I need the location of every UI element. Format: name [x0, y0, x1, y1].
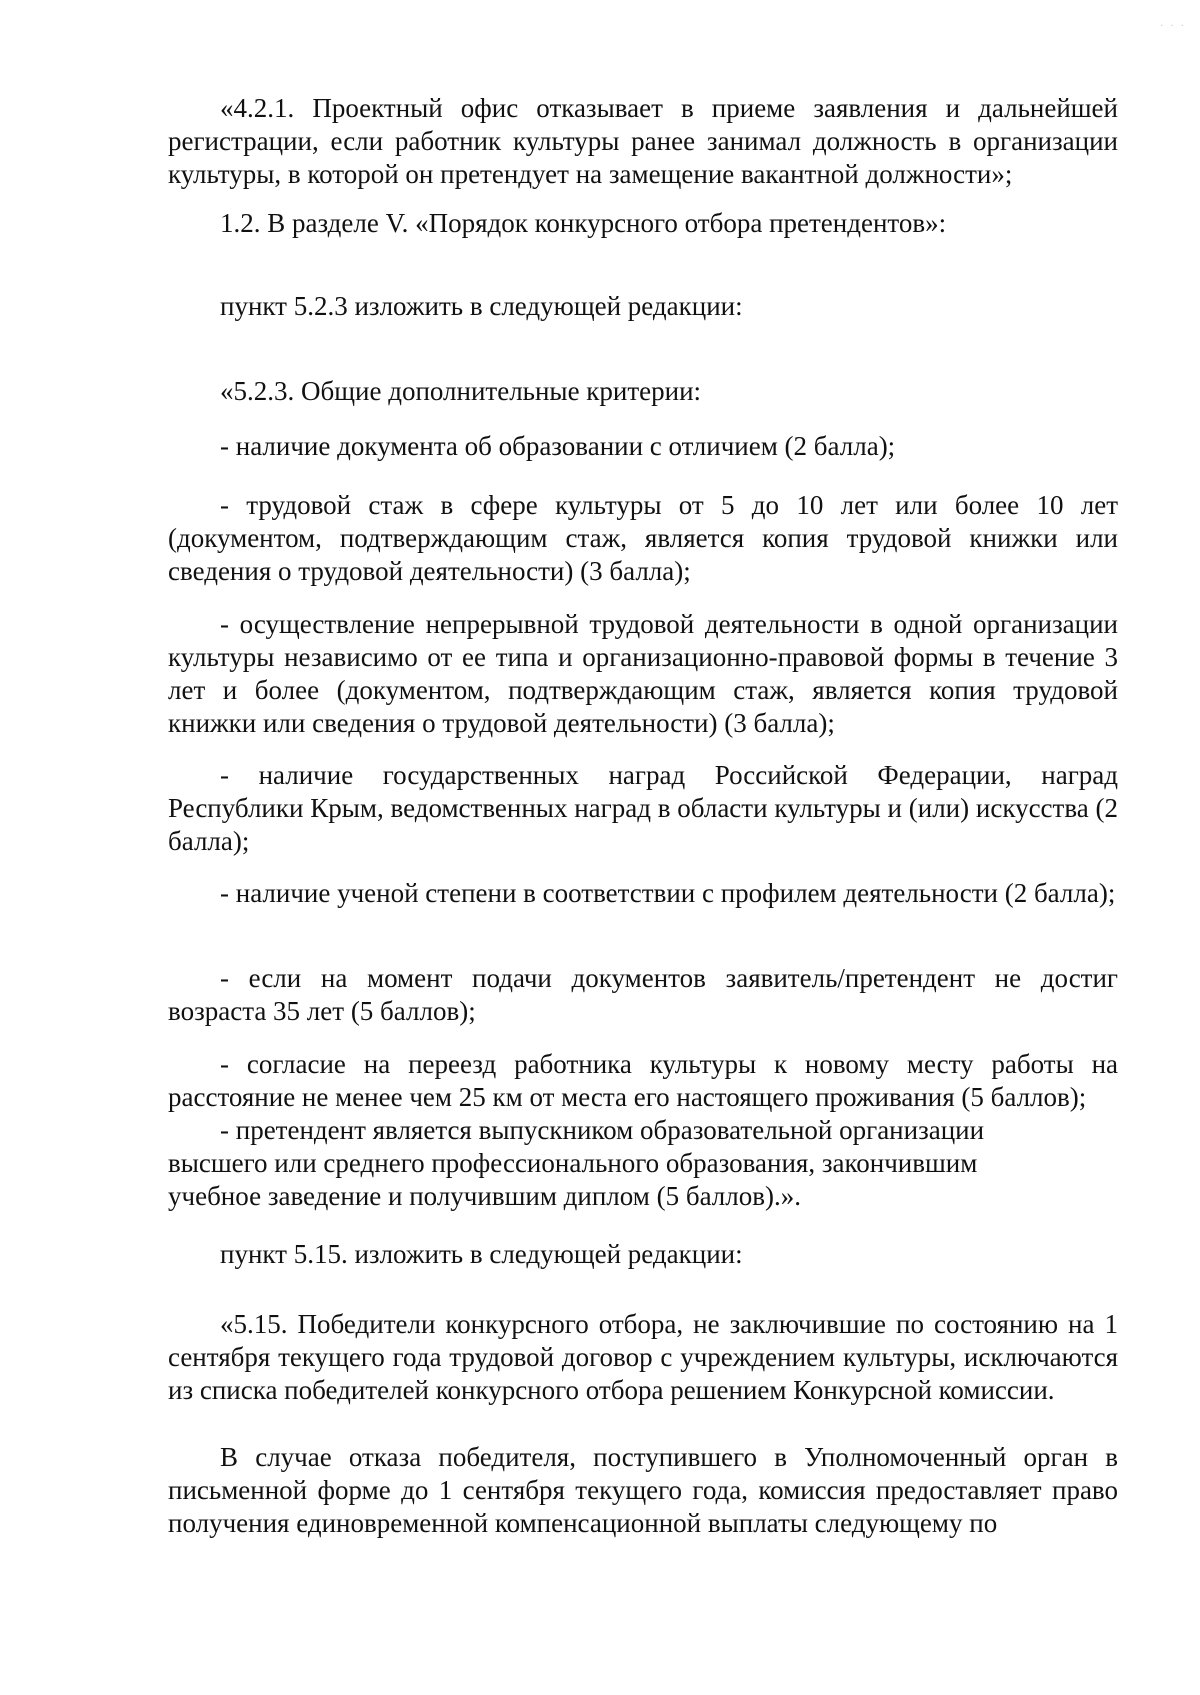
criterion-relocation: - согласие на переезд работника культуры к новому месту работы на расстояние не менее чем 25 км от места его настоящего проживания (5 баллов);: [168, 1049, 1118, 1112]
scan-corner-mark: · · ·: [1160, 21, 1186, 32]
criterion-work-experience: - трудовой стаж в сфере культуры от 5 до 10 лет или более 10 лет (документом, подтверждающим стаж, является копия трудовой книжки или сведения о трудовой деятельности) (3 балла);: [168, 490, 1118, 586]
paragraph-item-5-2-3-intro: пункт 5.2.3 изложить в следующей редакции:: [220, 291, 743, 321]
criterion-diploma-honors: - наличие документа об образовании с отличием (2 балла);: [220, 431, 896, 461]
paragraph-5-2-3-heading: «5.2.3. Общие дополнительные критерии:: [220, 376, 702, 406]
criterion-continuous-work: - осуществление непрерывной трудовой деятельности в одной организации культуры независимо от ее типа и организационно-правовой формы в течение 3 лет и более (документом, подтверждающим стаж, является копия трудовой книжки или сведения о трудовой деятельности) (3 балла);: [168, 609, 1118, 738]
paragraph-1-2-section-v: 1.2. В разделе V. «Порядок конкурсного отбора претендентов»:: [220, 208, 947, 238]
criterion-age-under-35: - если на момент подачи документов заявитель/претендент не достиг возраста 35 лет (5 баллов);: [168, 963, 1118, 1026]
criterion-graduate: - претендент является выпускником образовательной организации высшего или среднего профессионального образования, закончившим учебное заведение и получившим диплом (5 баллов).».: [168, 1115, 985, 1211]
criterion-academic-degree: - наличие ученой степени в соответствии с профилем деятельности (2 балла);: [220, 878, 1116, 908]
paragraph-5-15-winners: «5.15. Победители конкурсного отбора, не заключившие по состоянию на 1 сентября текущего года трудовой договор с учреждением культуры, исключаются из списка победителей конкурсного отбора решением Конкурсной комиссии.: [168, 1309, 1118, 1405]
paragraph-item-5-15-intro: пункт 5.15. изложить в следующей редакции:: [220, 1239, 743, 1269]
paragraph-4-2-1: «4.2.1. Проектный офис отказывает в приеме заявления и дальнейшей регистрации, если работник культуры ранее занимал должность в организации культуры, в которой он претендует на замещение вакантной должности»;: [168, 93, 1118, 189]
criterion-state-awards: - наличие государственных наград Российской Федерации, наград Республики Крым, ведомственных наград в области культуры и (или) искусства (2 балла);: [168, 760, 1118, 856]
paragraph-winner-refusal: В случае отказа победителя, поступившего в Уполномоченный орган в письменной форме до 1 сентября текущего года, комиссия предоставляет право получения единовременной компенсационной выплаты следующему по: [168, 1442, 1118, 1538]
